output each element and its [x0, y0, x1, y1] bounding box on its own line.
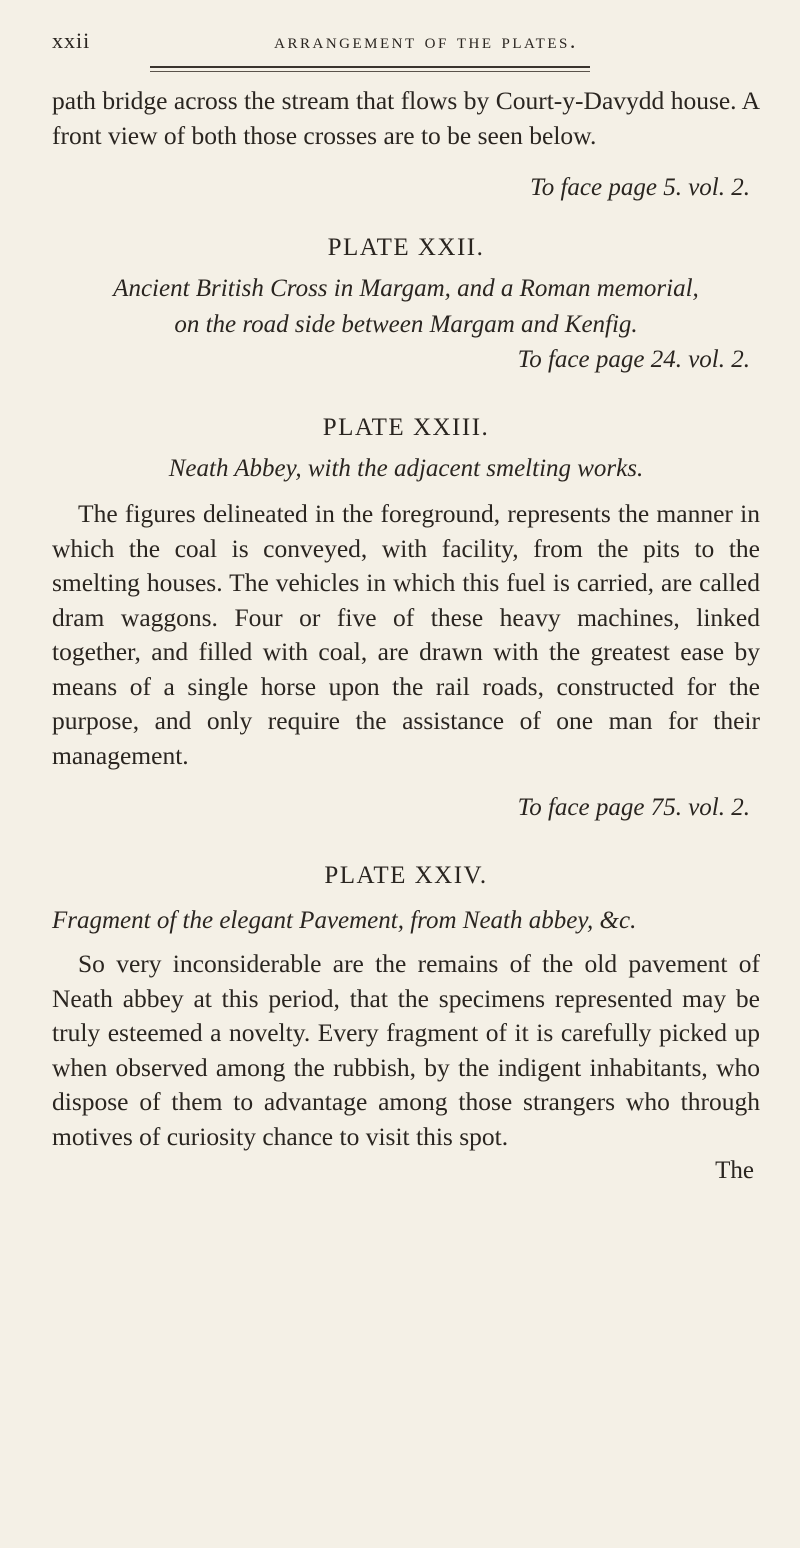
opening-paragraph: path bridge across the stream that flows by Court-y-Davydd house. A front view of both those crosses are to be seen below. — [52, 86, 760, 150]
page-body — [52, 84, 760, 1188]
page-number: xxii — [52, 28, 91, 53]
running-title: arrangement of the plates. — [274, 28, 578, 53]
plate-xxiv-paragraph: So very inconsiderable are the remains of the old pavement of Neath abbey at this period, that the specimens represented may be truly esteemed a novelty. Every fragment of it is carefully picked up when observed among the rubbish, by the indigent inhabitants, who dispose of them to advantage among those strangers who through motives of curiosity chance to visit this spot. — [52, 949, 760, 1151]
plate-xxiii-description: Neath Abbey, with the adjacent smelting works. — [168, 455, 644, 482]
header-rule-thin — [150, 71, 590, 72]
face-page-ref-plate-22: To face page 24. vol. 2. — [517, 346, 750, 373]
header-rule — [150, 66, 590, 68]
face-page-ref-plate-23: To face page 75. vol. 2. — [517, 794, 750, 821]
plate-xxiv-title: PLATE XXIV. — [324, 862, 488, 889]
plate-xxiii-title: PLATE XXIII. — [322, 414, 490, 441]
plate-xxii-description-line1: Ancient British Cross in Margam, and a Roman memorial, — [113, 275, 699, 302]
plate-xxii-title: PLATE XXII. — [327, 234, 485, 261]
catchword: The — [715, 1157, 754, 1184]
running-head — [52, 24, 760, 64]
plate-xxiv-description: Fragment of the elegant Pavement, from Neath abbey, &c. — [52, 907, 637, 934]
plate-xxiii-paragraph: The figures delineated in the foreground, represents the manner in which the coal is conveyed, with facility, from the pits to the smelting houses. The vehicles in which this fuel is carried, are called dram waggons. Four or five of these heavy machines, linked together, and filled with coal, are drawn with the greatest ease by means of a single horse upon the rail roads, constructed for the purpose, and only require the assistance of one man for their management. — [52, 499, 760, 770]
plate-xxii-description-line2: on the road side between Margam and Kenfig. — [174, 311, 638, 338]
face-page-ref-plate-21: To face page 5. vol. 2. — [530, 174, 750, 201]
